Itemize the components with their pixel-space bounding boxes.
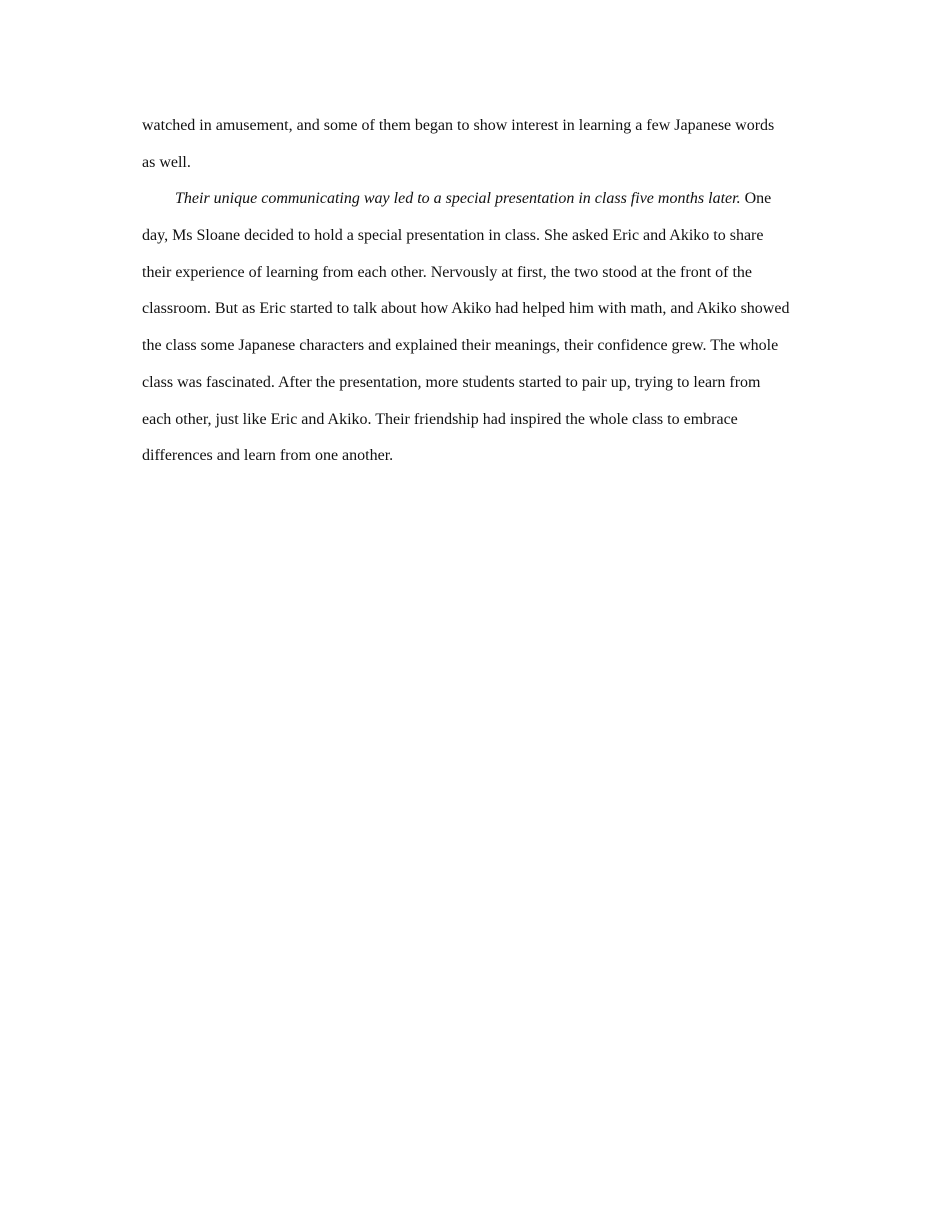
text-line: as well. [142,153,191,171]
text-line: the class some Japanese characters and explained their meanings, their confidence grew. The whole [142,337,779,355]
text-line: day, Ms Sloane decided to hold a special presentation in class. She asked Eric and Akiko to share [142,227,764,245]
text-line: classroom. But as Eric started to talk about how Akiko had helped him with math, and Akiko showed [142,300,790,318]
text-line: class was fascinated. After the presentation, more students started to pair up, trying to learn from [142,373,761,391]
text-line: their experience of learning from each other. Nervously at first, the two stood at the front of the [142,263,753,281]
text-line: watched in amusement, and some of them began to show interest in learning a few Japanese words [142,117,775,134]
text-line: differences and learn from one another. [142,447,394,465]
text-fragment: One [740,190,772,208]
text-line: each other, just like Eric and Akiko. Their friendship had inspired the whole class to embrace [142,410,738,428]
topic-sentence: Their unique communicating way led to a special presentation in class five months later. [175,190,741,208]
body-text [142,108,814,475]
paragraph-first-line [142,181,814,218]
